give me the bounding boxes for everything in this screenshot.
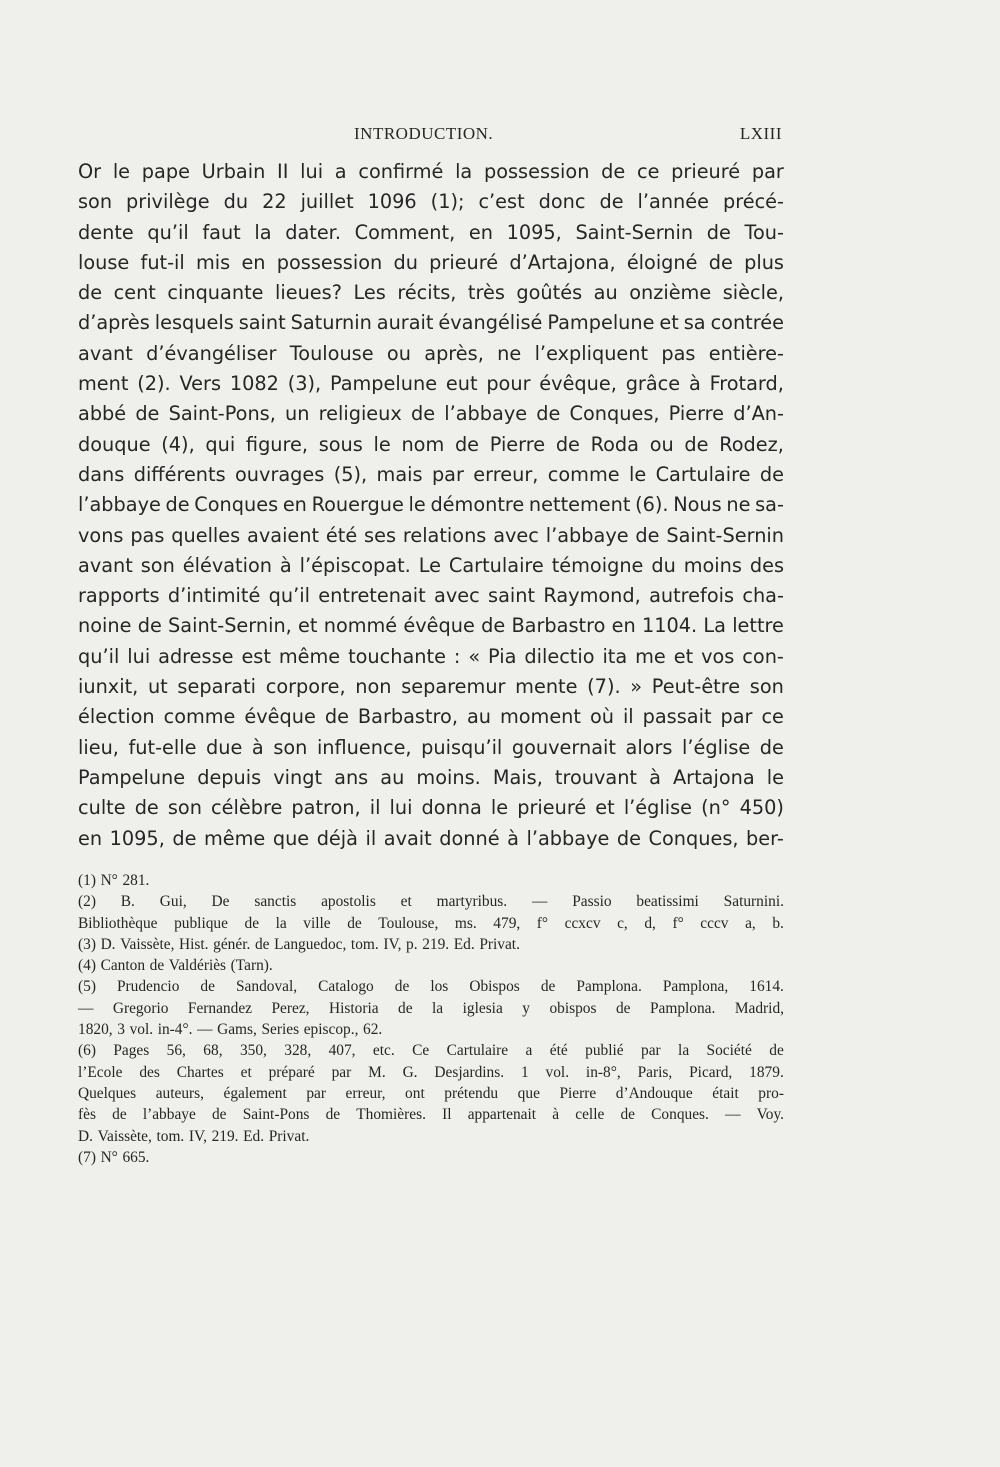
text-line: son privilège du 22 juillet 1096 (1); c’est donc de l’année précé- xyxy=(78,190,784,214)
text-line: d’après lesquels saint Saturnin aurait évangélisé Pampelune et sa contrée xyxy=(78,311,784,335)
footnote-line: Quelques auteurs, également par erreur, ont prétendu que Pierre d’Andouque était pro- xyxy=(78,1084,784,1102)
running-head xyxy=(78,124,782,146)
main-text xyxy=(78,157,784,854)
text-line: dente qu’il faut la dater. Comment, en 1095, Saint-Sernin de Tou- xyxy=(78,220,784,244)
text-line: de cent cinquante lieues? Les récits, très goûtés au onzième siècle, xyxy=(78,281,784,305)
text-line: culte de son célèbre patron, il lui donna le prieuré et l’église (n° 450) xyxy=(78,796,784,820)
footnote-line: (1) N° 281. xyxy=(78,872,150,889)
footnote-line: l’Ecole des Chartes et préparé par M. G. Desjardins. 1 vol. in-8°, Paris, Picard, 1879. xyxy=(78,1063,784,1081)
footnote-line: (3) D. Vaissète, Hist. génér. de Languedoc, tom. IV, p. 219. Ed. Privat. xyxy=(78,935,520,953)
text-line: Pampelune depuis vingt ans au moins. Mais, trouvant à Artajona le xyxy=(78,765,784,789)
footnotes xyxy=(78,870,784,1168)
text-line: qu’il lui adresse est même touchante : « Pia dilectio ita me et vos con- xyxy=(78,644,784,668)
footnote-line: (4) Canton de Valdériès (Tarn). xyxy=(78,957,273,975)
footnote-line: (6) Pages 56, 68, 350, 328, 407, etc. Ce Cartulaire a été publié par la Société de xyxy=(78,1042,784,1060)
footnote-line: (7) N° 665. xyxy=(78,1148,150,1166)
text-line: lieu, fut-elle due à son influence, puisqu’il gouvernait alors l’église de xyxy=(78,735,784,759)
footnote-line: fès de l’abbaye de Saint-Pons de Thomières. Il appartenait à celle de Conques. — Voy. xyxy=(78,1106,784,1124)
footnote-line: Bibliothèque publique de la ville de Toulouse, ms. 479, f° ccxcv c, d, f° cccv a, b. xyxy=(78,914,784,932)
text-line: vons pas quelles avaient été ses relations avec l’abbaye de Saint-Sernin xyxy=(78,523,784,547)
footnote-line: 1820, 3 vol. in-4°. — Gams, Series episcop., 62. xyxy=(78,1021,383,1039)
text-line: rapports d’intimité qu’il entretenait avec saint Raymond, autrefois cha- xyxy=(78,584,784,608)
text-line: l’abbaye de Conques en Rouergue le démontre nettement (6). Nous ne sa- xyxy=(78,493,784,517)
text-line: douque (4), qui figure, sous le nom de Pierre de Roda ou de Rodez, xyxy=(78,432,784,456)
text-line: avant d’évangéliser Toulouse ou après, ne l’expliquent pas entière- xyxy=(78,341,784,365)
text-line: élection comme évêque de Barbastro, au moment où il passait par ce xyxy=(78,705,784,729)
running-head-title: INTRODUCTION. xyxy=(354,124,494,143)
text-line: avant son élévation à l’épiscopat. Le Cartulaire témoigne du moins des xyxy=(78,553,784,577)
text-line: ment (2). Vers 1082 (3), Pampelune eut pour évêque, grâce à Frotard, xyxy=(78,372,784,396)
text-line: iunxit, ut separati corpore, non separemur mente (7). » Peut-être son xyxy=(78,675,784,699)
text-line: noine de Saint-Sernin, et nommé évêque de Barbastro en 1104. La lettre xyxy=(78,614,784,638)
text-line: Or le pape Urbain II lui a confirmé la possession de ce prieuré par xyxy=(78,160,784,183)
text-line: en 1095, de même que déjà il avait donné à l’abbaye de Conques, ber- xyxy=(78,826,784,850)
text-line: abbé de Saint-Pons, un religieux de l’abbaye de Conques, Pierre d’An- xyxy=(78,402,784,426)
text-line: dans différents ouvrages (5), mais par erreur, comme le Cartulaire de xyxy=(78,462,784,486)
footnote-line: (2) B. Gui, De sanctis apostolis et martyribus. — Passio beatissimi Saturnini. xyxy=(78,893,784,911)
text-line: louse fut-il mis en possession du prieuré d’Artajona, éloigné de plus xyxy=(78,250,784,274)
footnote-line: (5) Prudencio de Sandoval, Catalogo de los Obispos de Pamplona. Pamplona, 1614. xyxy=(78,978,784,996)
page-number: LXIII xyxy=(739,124,782,143)
footnote-line: D. Vaissète, tom. IV, 219. Ed. Privat. xyxy=(78,1127,310,1145)
footnote-line: — Gregorio Fernandez Perez, Historia de la iglesia y obispos de Pamplona. Madrid, xyxy=(78,999,784,1017)
